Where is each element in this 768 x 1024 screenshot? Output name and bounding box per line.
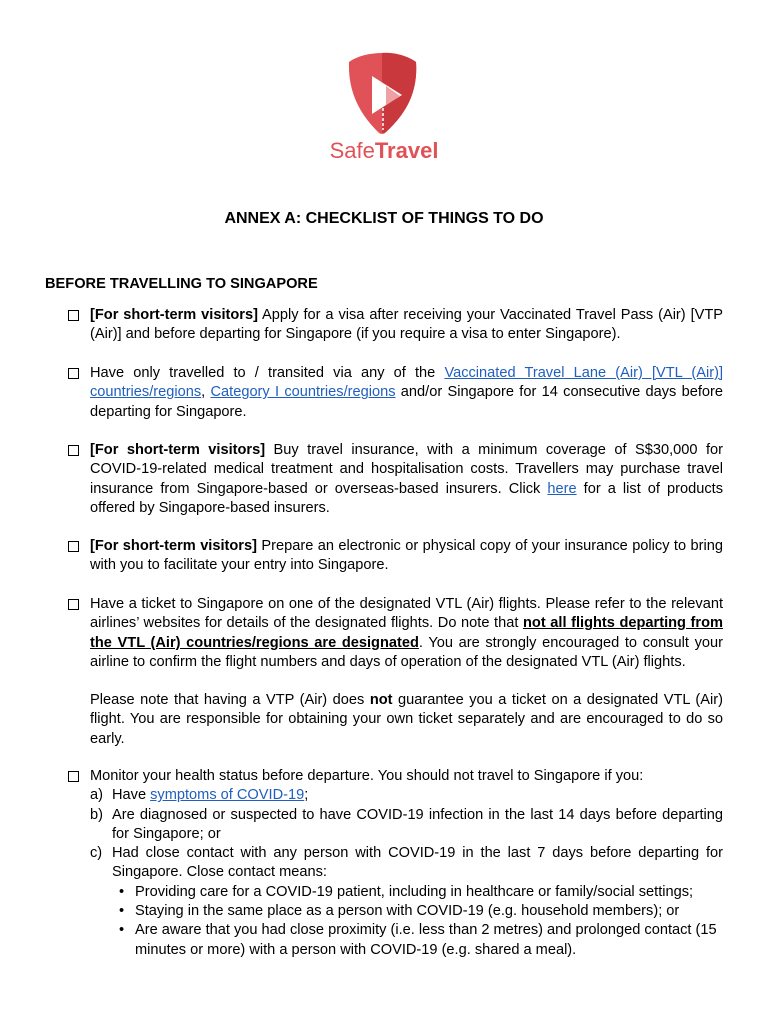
item-tag: [For short-term visitors] xyxy=(90,307,258,323)
note-text: Please note that having a VTP (Air) does xyxy=(90,692,370,709)
sub-text: Had close contact with any person with COVID-19 in the last 7 days before departing for Singapore. Close contact means: xyxy=(112,845,723,881)
sub-item-a xyxy=(90,786,723,805)
item-text: and/or Singapore for 14 consecutive days before departing for Singapore. xyxy=(90,384,724,420)
item-text: Monitor your health status before departure. You should not travel to Singapore if you: xyxy=(90,768,644,784)
bullet-text: Staying in the same place as a person with COVID-19 (e.g. household members); or xyxy=(135,903,680,920)
item-text: , xyxy=(201,384,211,401)
item-text: Prepare an electronic or physical copy of your insurance policy to bring with you to facilitate your entry into Singapore. xyxy=(90,538,723,574)
checkbox-icon xyxy=(68,310,79,321)
sub-letter: b) xyxy=(90,806,103,823)
sub-letter: c) xyxy=(90,845,103,862)
bullet-text: Are aware that you had close proximity (i.e. less than 2 metres) and prolonged contact (15 minutes or more) with a person with COVID-19 (e.g. shared a meal). xyxy=(135,922,717,958)
item-emphasis: not all flights departing from the VTL (Air) countries/regions are designated xyxy=(90,615,723,651)
bullet-dot: • xyxy=(119,922,125,939)
item-text: for a list of products offered by Singapore-based insurers. xyxy=(90,480,723,516)
item-text: . You are strongly encouraged to consult your airline to confirm the flight numbers and days of operation of the designated VTL (Air) flights. xyxy=(90,634,723,670)
note-text: guarantee you a ticket on a designated VTL (Air) flight. You are responsible for obtaining your own ticket separately and are encouraged to do so early. xyxy=(90,692,723,747)
vtl-countries-link[interactable]: Vaccinated Travel Lane (Air) [VTL (Air)] countries/regions xyxy=(90,365,724,401)
checklist-item xyxy=(68,537,723,576)
checklist-item xyxy=(68,306,723,345)
checkbox-icon xyxy=(68,541,79,552)
sub-item-c xyxy=(90,844,723,883)
bullet-dot: • xyxy=(119,883,125,900)
sub-text: Are diagnosed or suspected to have COVID-19 infection in the last 14 days before departing for Singapore; or xyxy=(112,806,723,842)
sub-text: Have xyxy=(112,787,151,804)
brand-wordmark xyxy=(0,138,768,164)
category-i-countries-link[interactable]: Category I countries/regions xyxy=(210,384,396,401)
item-text: Buy travel insurance, with a minimum coverage of S$30,000 for COVID-19-related medical treatment and hospitalisation costs. Travellers may purchase travel insurance from Singapore-based or overseas-based insurers. Click xyxy=(90,442,723,497)
bullet-item xyxy=(113,902,723,921)
bullet-text: Providing care for a COVID-19 patient, including in healthcare or family/social settings; xyxy=(135,883,694,900)
section-heading: BEFORE TRAVELLING TO SINGAPORE xyxy=(45,276,318,292)
checklist-item xyxy=(68,364,723,422)
item-note xyxy=(90,691,723,749)
brand-safe: Safe xyxy=(329,138,375,163)
insurance-products-link[interactable]: here xyxy=(547,480,577,497)
item-tag: [For short-term visitors] xyxy=(90,538,257,554)
checklist-item xyxy=(68,441,723,518)
sub-text: ; xyxy=(304,787,309,804)
page-title: ANNEX A: CHECKLIST OF THINGS TO DO xyxy=(224,210,544,227)
item-text: Apply for a visa after receiving your Vaccinated Travel Pass (Air) [VTP (Air)] and before departing for Singapore (if you require a visa to enter Singapore). xyxy=(90,307,724,343)
bullet-dot: • xyxy=(119,903,125,920)
checkbox-icon xyxy=(68,368,79,379)
checklist-item xyxy=(68,595,723,749)
bullet-item xyxy=(113,921,723,960)
covid-symptoms-link[interactable]: symptoms of COVID-19 xyxy=(150,787,305,804)
note-emphasis: not xyxy=(369,692,393,709)
item-text: Have only travelled to / transited via any of the xyxy=(90,365,445,381)
checkbox-icon xyxy=(68,771,79,782)
bullet-item xyxy=(113,883,723,902)
sub-item-b xyxy=(90,806,723,845)
checkbox-icon xyxy=(68,445,79,456)
shield-play-icon xyxy=(342,50,422,136)
checkbox-icon xyxy=(68,599,79,610)
sub-letter: a) xyxy=(90,787,103,804)
item-text: Have a ticket to Singapore on one of the designated VTL (Air) flights. Please refer to the relevant airlines’ websites for details of the designated flights. Do note that xyxy=(90,596,723,632)
brand-travel: Travel xyxy=(374,138,439,163)
checklist-item xyxy=(68,767,723,960)
item-tag: [For short-term visitors] xyxy=(90,442,266,458)
